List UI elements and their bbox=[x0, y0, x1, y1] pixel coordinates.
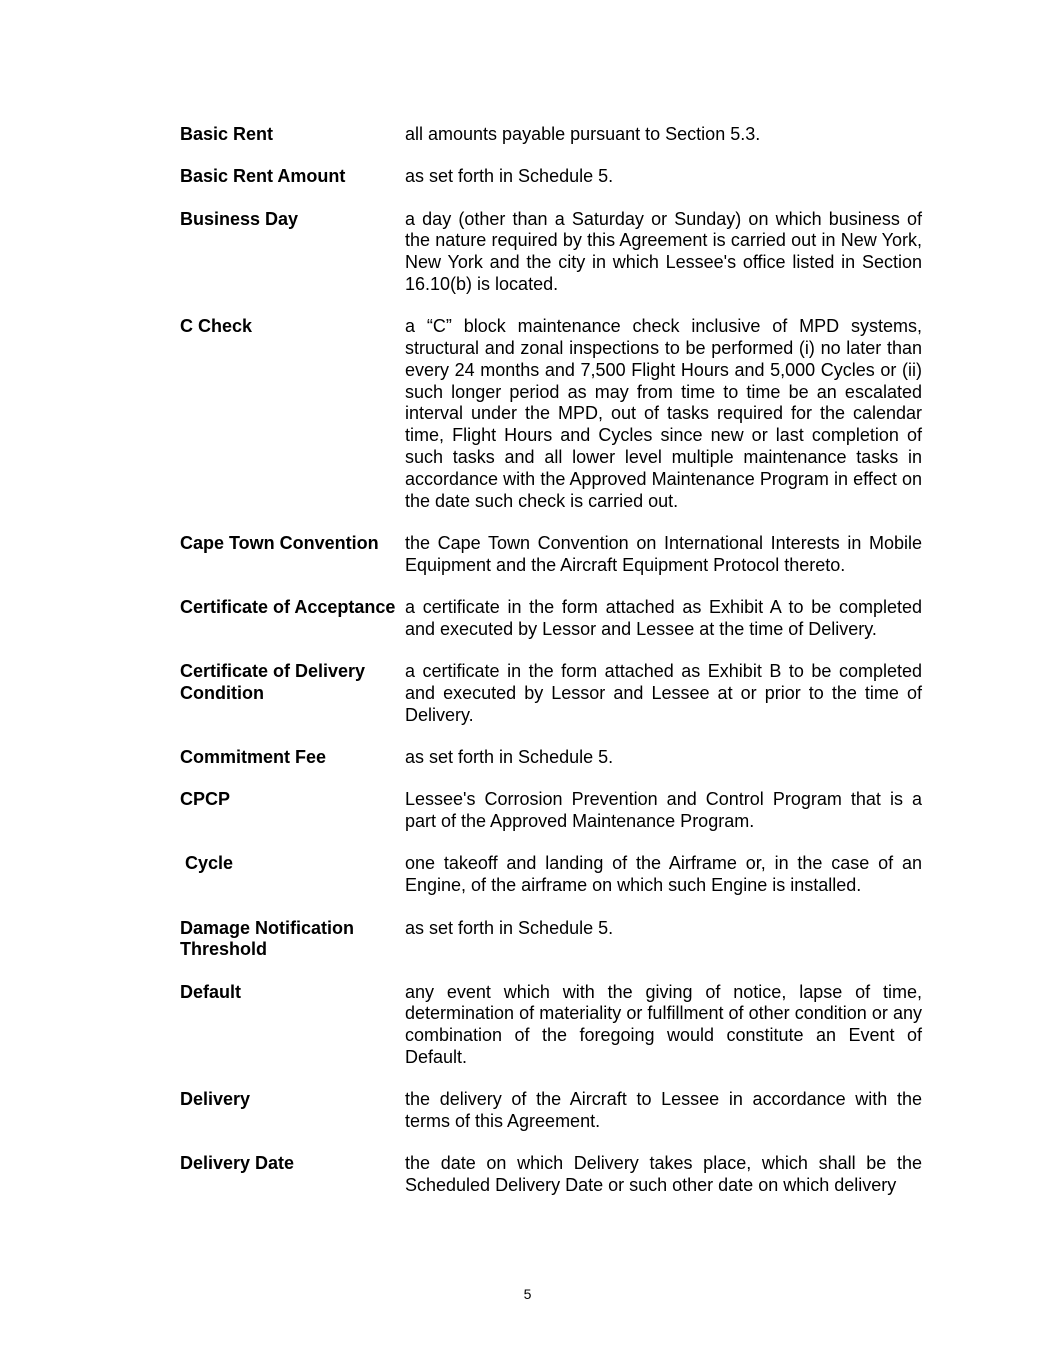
definition-term: Cape Town Convention bbox=[180, 532, 379, 553]
definition-text: as set forth in Schedule 5. bbox=[405, 747, 614, 768]
definition-row bbox=[180, 1153, 922, 1197]
definition-text: any event which with the giving of notice, lapse of time, determination of materiality or fulfillment of other condition or any combination of the foregoing would constitute an Event of Default. bbox=[405, 981, 922, 1067]
definition-term: Basic Rent bbox=[180, 124, 274, 144]
definition-text: a day (other than a Saturday or Sunday) on which business of the nature required by this Agreement is carried out in New York, New York and the city in which Lessee's office listed in Section 16.10(b) is located. bbox=[405, 208, 922, 294]
definition-text: a “C” block maintenance check inclusive of MPD systems, structural and zonal inspections to be performed (i) no later than every 24 months and 7,500 Flight Hours and 5,000 Cycles or (ii) such longer period as may from time to time be an escalated interval under the MPD, out of tasks required for the calendar time, Flight Hours and Cycles since new or last completion of such tasks and all lower level multiple maintenance tasks in accordance with the Approved Maintenance Program in effect on the date such check is carried out. bbox=[405, 316, 922, 511]
definition-text: a certificate in the form attached as Exhibit A to be completed and executed by Lessor and Lessee at the time of Delivery. bbox=[405, 597, 922, 639]
definition-row bbox=[180, 747, 922, 769]
definition-row bbox=[180, 982, 922, 1069]
definition-text: Lessee's Corrosion Prevention and Control Program that is a part of the Approved Maintenance Program. bbox=[405, 789, 922, 832]
definition-term: Certificate of Delivery Condition bbox=[180, 661, 371, 703]
definition-text: as set forth in Schedule 5. bbox=[405, 166, 614, 187]
definition-row bbox=[180, 661, 922, 726]
definition-term: CPCP bbox=[180, 789, 231, 810]
definition-term: Basic Rent Amount bbox=[180, 166, 346, 187]
definition-row bbox=[180, 853, 922, 897]
definition-row bbox=[180, 1089, 922, 1133]
definition-row bbox=[180, 209, 922, 296]
definition-row bbox=[180, 124, 922, 146]
definition-row bbox=[180, 789, 922, 833]
definition-term: Delivery Date bbox=[180, 1153, 295, 1174]
definitions-list bbox=[180, 124, 922, 1217]
definition-term: C Check bbox=[180, 316, 253, 337]
definition-row bbox=[180, 597, 922, 641]
definition-text: a certificate in the form attached as Exhibit B to be completed and executed by Lessor and Lessee at or prior to the time of Delivery. bbox=[405, 661, 922, 725]
definition-row bbox=[180, 533, 922, 577]
definition-term: Cycle bbox=[180, 853, 234, 874]
definition-text: all amounts payable pursuant to Section 5.3. bbox=[405, 124, 761, 144]
definition-text: the date on which Delivery takes place, which shall be the Scheduled Delivery Date or such other date on which delivery bbox=[405, 1153, 922, 1196]
definition-term: Certificate of Acceptance bbox=[180, 597, 396, 618]
page-number: 5 bbox=[523, 1286, 532, 1302]
definition-row bbox=[180, 316, 922, 512]
definition-text: the delivery of the Aircraft to Lessee in accordance with the terms of this Agreement. bbox=[405, 1089, 922, 1132]
definition-term: Business Day bbox=[180, 208, 299, 229]
definition-text: the Cape Town Convention on International Interests in Mobile Equipment and the Aircraft Equipment Protocol thereto. bbox=[405, 532, 922, 575]
definition-row bbox=[180, 166, 922, 188]
definition-text: as set forth in Schedule 5. bbox=[405, 917, 614, 938]
definition-term: Default bbox=[180, 981, 242, 1002]
definition-term: Commitment Fee bbox=[180, 747, 327, 768]
definition-term: Damage Notification Threshold bbox=[180, 917, 360, 960]
definition-text: one takeoff and landing of the Airframe or, in the case of an Engine, of the airframe on which such Engine is installed. bbox=[405, 853, 922, 896]
definition-row bbox=[180, 918, 922, 962]
definition-term: Delivery bbox=[180, 1089, 251, 1110]
